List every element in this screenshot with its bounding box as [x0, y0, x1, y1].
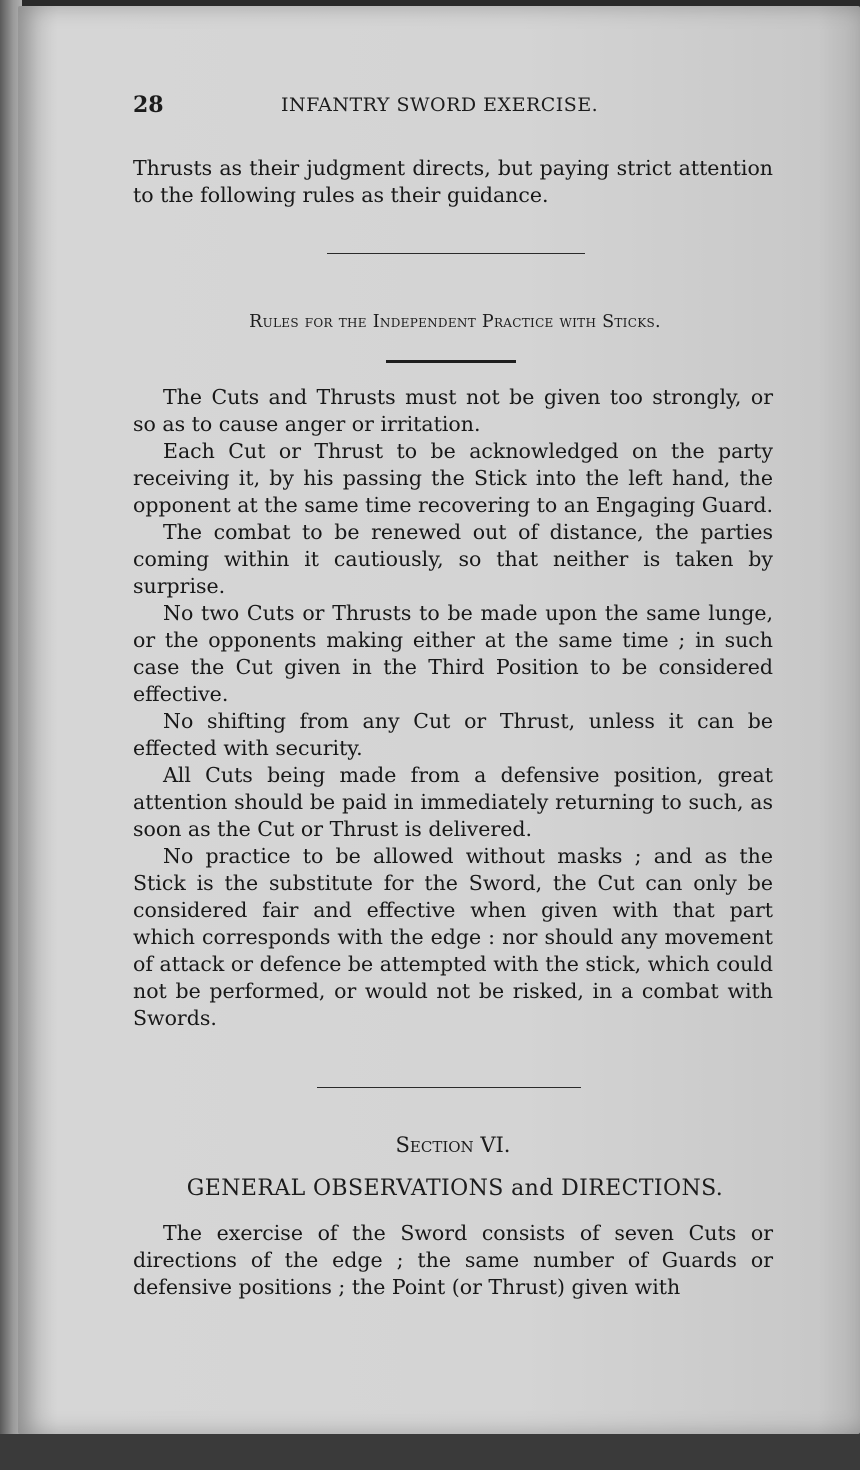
rules-body	[133, 384, 773, 1032]
rule-paragraph: The Cuts and Thrusts must not be given too strongly, or so as to cause anger or irritation.	[133, 385, 773, 436]
divider-rule	[317, 1087, 581, 1088]
rule-paragraph: Each Cut or Thrust to be acknowledged on the party receiving it, by his passing the Stick into the left hand, the opponent at the same time recovering to an Engaging Guard.	[133, 439, 773, 517]
rule-paragraph: No shifting from any Cut or Thrust, unless it can be effected with security.	[133, 709, 773, 760]
section-label-text: Section VI.	[395, 1133, 511, 1157]
rules-heading	[140, 312, 770, 332]
divider-rule	[327, 253, 585, 254]
page-header	[133, 92, 773, 122]
intro-paragraph	[133, 155, 773, 209]
section-label	[133, 1133, 773, 1157]
intro-text: Thrusts as their judgment directs, but paying strict attention to the following rules as their guidance.	[133, 156, 773, 207]
scan-border	[0, 1434, 860, 1470]
rule-paragraph: All Cuts being made from a defensive position, great attention should be paid in immediately returning to such, as soon as the Cut or Thrust is delivered.	[133, 763, 773, 841]
rules-heading-text: Rules for the Independent Practice with Sticks.	[249, 312, 661, 332]
running-title: INFANTRY SWORD EXERCISE.	[281, 94, 599, 116]
page-number: 28	[133, 92, 164, 118]
section-body	[133, 1220, 773, 1301]
rule-paragraph: The combat to be renewed out of distance, the parties coming within it cautiously, so that neither is taken by surprise.	[133, 520, 773, 598]
section-paragraph: The exercise of the Sword consists of seven Cuts or directions of the edge ; the same number of Guards or defensive positions ; the Point (or Thrust) given with	[133, 1221, 773, 1299]
rule-paragraph: No practice to be allowed without masks ; and as the Stick is the substitute for the Sword, the Cut can only be considered fair and effective when given with that part which corresponds with the edge : nor should any movement of attack or defence be attempted with the stick, which could not be performed, or would not be risked, in a combat with Swords.	[133, 844, 773, 1030]
rule-paragraph: No two Cuts or Thrusts to be made upon the same lunge, or the opponents making either at the same time ; in such case the Cut given in the Third Position to be considered effective.	[133, 601, 773, 706]
section-title: GENERAL OBSERVATIONS and DIRECTIONS.	[186, 1176, 724, 1201]
heading-underline	[386, 360, 516, 363]
